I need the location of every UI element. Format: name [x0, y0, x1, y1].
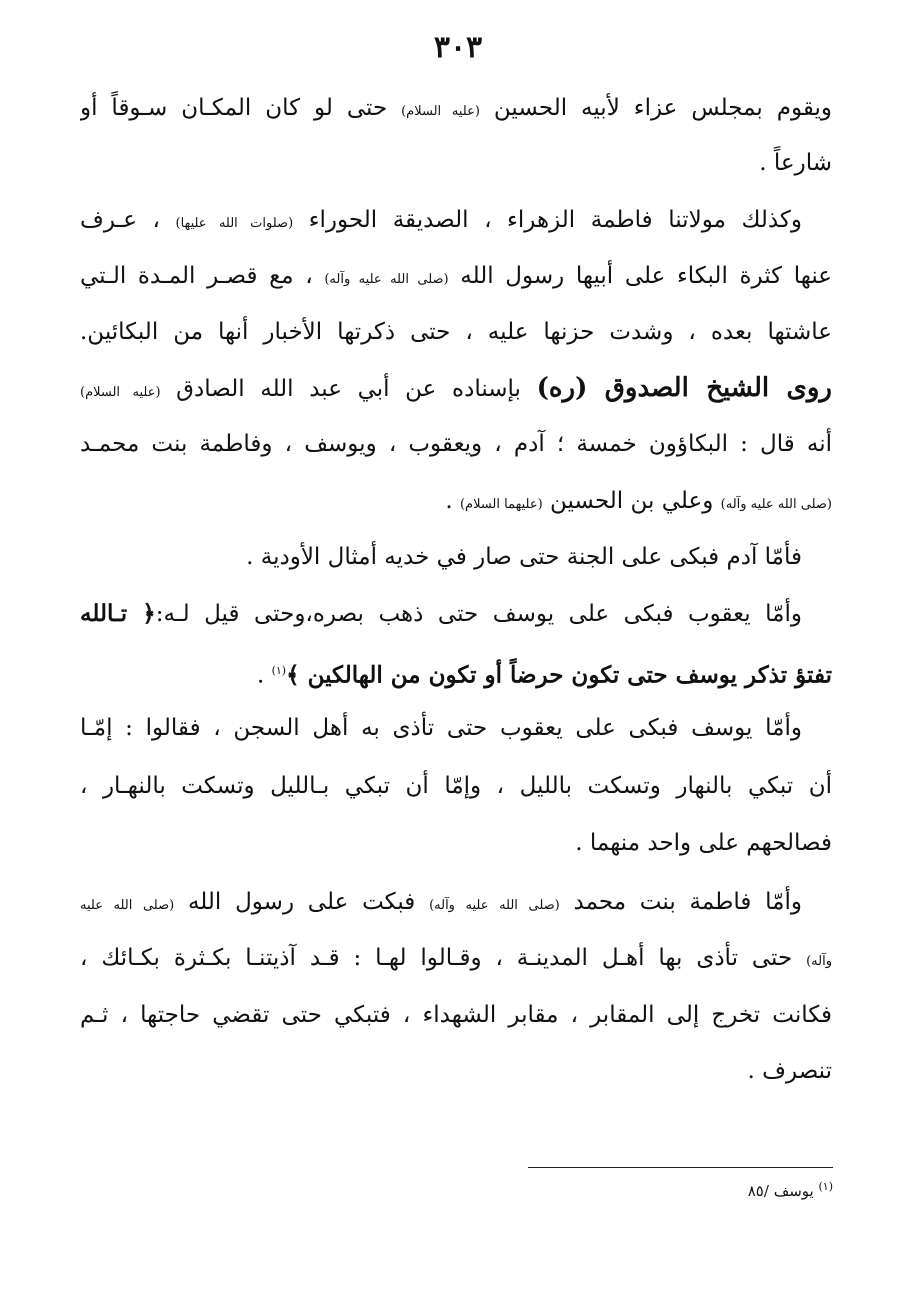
text-segment: تنصرف .: [747, 1058, 832, 1084]
text-segment: فبكت على رسول الله: [174, 889, 430, 915]
text-line: [80, 651, 832, 693]
text-line: [80, 1051, 832, 1093]
text-line: [80, 594, 832, 636]
text-segment: أنه قال : البكاؤون خمسة ؛ آدم ، ويعقوب ، ويوسف ، وفاطمة بنت محمـد: [80, 431, 832, 457]
honorific: (صلى الله عليه وآله): [720, 497, 832, 512]
bold-text: روى الشيخ الصدوق (ره): [536, 373, 832, 403]
text-segment: وأمّا يعقوب فبكى على يوسف حتى ذهب بصره،وحتى قيل لـه:: [155, 601, 802, 627]
footnote: [500, 1180, 833, 1200]
text-line: [80, 368, 832, 410]
quran-quote: ﴿ تـالله: [80, 600, 156, 627]
text-segment: وأمّا يوسف فبكى على يعقوب حتى تأذى به أهل السجن ، فقالوا : إمّـا: [80, 715, 802, 741]
footnote-separator: [528, 1167, 833, 1168]
text-line: [80, 995, 832, 1037]
honorific: وآله): [806, 954, 832, 969]
honorific: (صلى الله عليه وآله): [324, 272, 449, 287]
text-segment: وكذلك مولاتنا فاطمة الزهراء ، الصديقة الحوراء: [293, 207, 802, 233]
honorific: (صلوات الله عليها): [175, 216, 294, 231]
text-line: [80, 823, 832, 865]
honorific: (صلى الله عليه: [80, 898, 175, 913]
footnote-reference: (١): [271, 664, 287, 677]
page-number: ٣٠٣: [433, 30, 483, 65]
text-line: [80, 200, 832, 242]
quran-quote: تفتؤ تذكر يوسف حتى تكون حرضاً أو تكون من الهالكين ﴾: [286, 661, 832, 689]
text-segment: حتى تأذى بها أهـل المدينـة ، وقـالوا لهـا : قـد آذيتنـا بكـثرة بكـائك ،: [80, 945, 807, 971]
text-segment: ، عـرف: [80, 207, 176, 233]
text-segment: فكانت تخرج إلى المقابر ، مقابر الشهداء ، فتبكي حتى تقضي حاجتها ، ثـم: [80, 1002, 832, 1028]
text-segment: حتى لو كان المكـان سـوقاً أو: [80, 95, 402, 121]
text-line: [80, 88, 832, 130]
footnote-text: يوسف /٨٥: [747, 1182, 819, 1200]
text-line: [80, 312, 832, 354]
text-line: [80, 708, 832, 750]
honorific: (عليهما السلام): [459, 497, 543, 512]
text-segment: بإسناده عن أبي عبد الله الصادق: [160, 376, 537, 402]
honorific: (عليه السلام): [80, 385, 161, 400]
text-line: [80, 256, 832, 298]
text-segment: فصالحهم على واحد منهما .: [575, 830, 832, 856]
text-segment: أن تبكي بالنهار وتسكت بالليل ، وإمّا أن تبكي بـالليل وتسكت بالنهـار ،: [80, 773, 832, 799]
text-segment: وأمّا فاطمة بنت محمد: [559, 889, 803, 915]
text-segment: وعلي بن الحسين: [542, 488, 721, 514]
text-line: [80, 424, 832, 466]
text-segment: عاشتها بعده ، وشدت حزنها عليه ، حتى ذكرتها الأخبار أنها من البكائين.: [80, 319, 832, 345]
text-line: [80, 537, 832, 579]
text-segment: .: [445, 488, 460, 514]
text-segment: ويقوم بمجلس عزاء لأبيه الحسين: [479, 95, 832, 121]
text-segment: فأمّا آدم فبكى على الجنة حتى صار في خديه أمثال الأودية .: [246, 544, 802, 570]
text-line: [80, 882, 832, 924]
text-line: [80, 938, 832, 980]
text-segment: عنها كثرة البكاء على أبيها رسول الله: [448, 263, 832, 289]
text-segment: .: [256, 662, 272, 689]
text-line: [80, 143, 832, 185]
text-segment: ، مع قصـر المـدة الـتي: [80, 263, 325, 289]
footnote-marker: (١): [818, 1180, 833, 1193]
text-line: [80, 481, 832, 523]
text-segment: شارعاً .: [759, 150, 832, 176]
text-line: [80, 766, 832, 808]
honorific: (صلى الله عليه وآله): [429, 898, 560, 913]
honorific: (عليه السلام): [401, 104, 480, 119]
